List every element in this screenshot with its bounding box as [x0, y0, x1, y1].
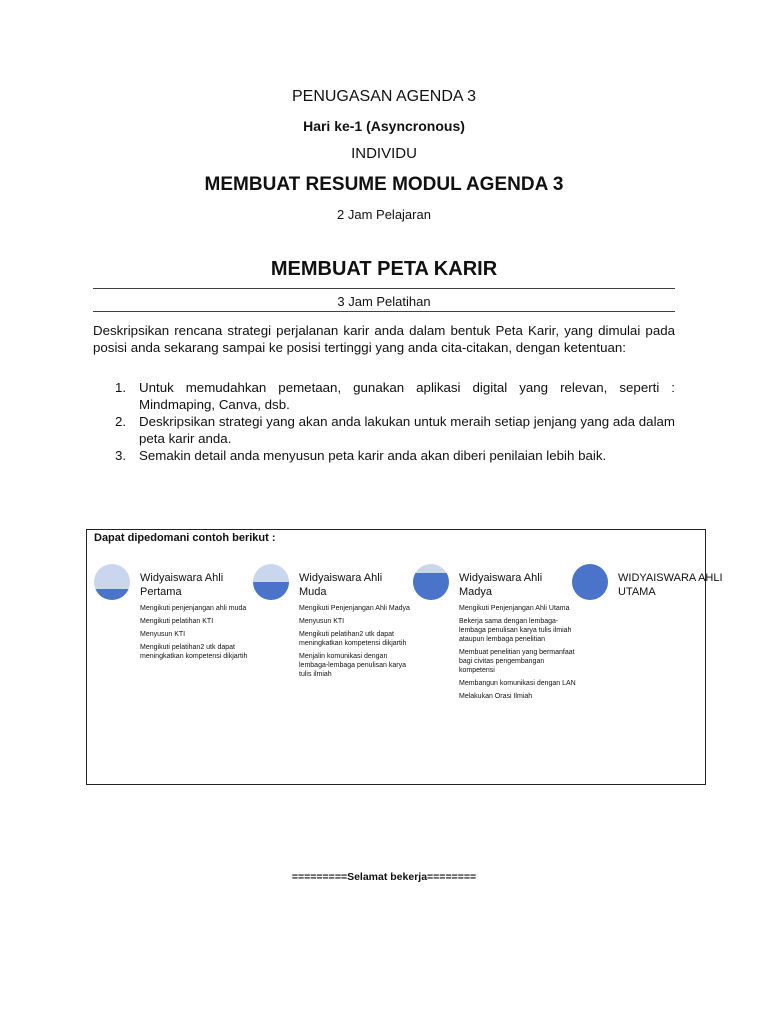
- level-items: [140, 604, 258, 665]
- list-item: Mengikuti penjenjangan ahli muda: [140, 605, 247, 612]
- level-name: Widyaiswara Ahli Madya: [459, 572, 543, 598]
- progress-fill: [572, 564, 608, 600]
- divider-bottom: [93, 311, 675, 312]
- list-number: 1.: [115, 380, 127, 395]
- list-item: Membuat penelitian yang bermanfaat bagi civitas pengembangan kompetensi: [459, 649, 575, 674]
- list-item: Melakukan Orasi Ilmiah: [459, 693, 533, 700]
- day-label: Hari ke-1 (Asyncronous): [303, 118, 465, 134]
- task2-title: MEMBUAT PETA KARIR: [270, 258, 498, 280]
- list-item: Menyusun KTI: [140, 631, 186, 638]
- closing-text: =========Selamat bekerja========: [291, 871, 477, 883]
- rules-list: [93, 380, 675, 466]
- list-number: 2.: [115, 414, 127, 429]
- level-name: WIDYAISWARA AHLI UTAMA: [618, 572, 723, 598]
- task-description: Deskripsikan rencana strategi perjalanan karir anda dalam bentuk Peta Karir, yang dimulai pada posisi anda sekarang sampai ke posisi tertinggi yang anda cita-citakan, dengan ketentuan:: [93, 323, 675, 355]
- list-item: Mengikuti pelatihan KTI: [140, 618, 214, 625]
- task1-title: MEMBUAT RESUME MODUL AGENDA 3: [204, 174, 564, 195]
- list-text: Untuk memudahkan pemetaan, gunakan aplikasi digital yang relevan, seperti : Mindmaping, Canva, dsb.: [139, 380, 675, 412]
- progress-circle-icon: [413, 564, 449, 600]
- list-item: [93, 414, 675, 447]
- list-item: Menjalin komunikasi dengan lembaga-lembaga penulisan karya tulis ilmiah: [299, 653, 407, 678]
- progress-circle-icon: [253, 564, 289, 600]
- task2-hours: 3 Jam Pelatihan: [337, 294, 431, 309]
- list-item: Mengikuti Penjenjangan Ahli Madya: [299, 605, 410, 612]
- level-items: [459, 604, 577, 705]
- list-item: Mengikuti Penjenjangan Ahli Utama: [459, 605, 570, 612]
- list-item: Mengikuti pelatihan2 utk dapat meningkatkan kompetensi dikjartih: [299, 631, 407, 647]
- divider-top: [93, 288, 675, 289]
- list-item: Bekerja sama dengan lembaga-lembaga penulisan karya tulis ilmiah ataupun lembaga penelitian: [459, 618, 572, 643]
- list-item: Menyusun KTI: [299, 618, 345, 625]
- progress-fill: [253, 582, 289, 600]
- example-title: Dapat dipedomani contoh berikut :: [94, 532, 276, 544]
- list-item: [93, 380, 675, 413]
- list-number: 3.: [115, 448, 127, 463]
- mode-label: INDIVIDU: [351, 145, 417, 162]
- list-item: Membangun komunikasi dengan LAN: [459, 680, 576, 687]
- list-item: [93, 448, 675, 465]
- task1-hours: 2 Jam Pelajaran: [337, 207, 431, 222]
- progress-fill: [94, 589, 130, 600]
- progress-circle-icon: [94, 564, 130, 600]
- list-text: Semakin detail anda menyusun peta karir anda akan diberi penilaian lebih baik.: [139, 448, 607, 463]
- progress-fill: [413, 573, 449, 600]
- level-items: [299, 604, 417, 683]
- level-name: Widyaiswara Ahli Muda: [299, 572, 383, 598]
- list-item: Mengikuti pelatihan2 utk dapat meningkatkan kompetensi dikjartih: [140, 644, 248, 660]
- progress-circle-icon: [572, 564, 608, 600]
- assignment-title: PENUGASAN AGENDA 3: [291, 88, 477, 105]
- level-name: Widyaiswara Ahli Pertama: [140, 572, 224, 598]
- list-text: Deskripsikan strategi yang akan anda lakukan untuk meraih setiap jenjang yang ada dalam peta karir anda.: [139, 414, 675, 446]
- example-box: [86, 529, 723, 785]
